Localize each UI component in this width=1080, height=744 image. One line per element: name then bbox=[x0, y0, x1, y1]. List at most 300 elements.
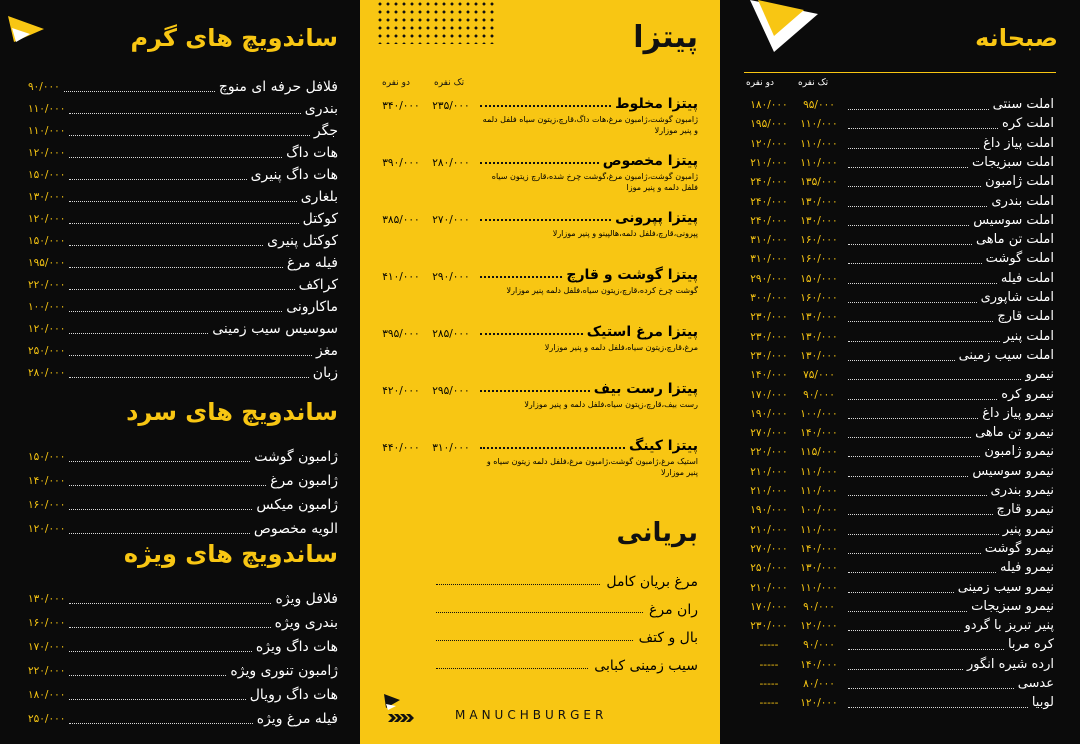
dot-leader bbox=[848, 341, 1000, 342]
breakfast-item bbox=[744, 559, 1054, 577]
breakfast-item bbox=[744, 193, 1054, 211]
breakfast-title: صبحانه bbox=[975, 24, 1058, 52]
item-name: املت گوشت bbox=[985, 251, 1054, 267]
dot-leader bbox=[848, 167, 968, 168]
pizza-line bbox=[376, 96, 698, 112]
item-name: عدسی bbox=[1017, 676, 1054, 691]
menu-item bbox=[28, 166, 338, 184]
dot-leader bbox=[480, 162, 599, 164]
dot-leader bbox=[848, 592, 954, 593]
menu-item bbox=[28, 320, 338, 338]
item-price-double: ۱۴۰/۰۰۰ bbox=[750, 369, 788, 382]
breakfast-item bbox=[744, 694, 1054, 712]
menu-item bbox=[28, 710, 338, 728]
dot-leader bbox=[69, 355, 312, 356]
menu-item bbox=[28, 78, 338, 96]
biryani-item bbox=[436, 658, 698, 674]
dot-leader bbox=[64, 91, 215, 92]
breakfast-item bbox=[744, 521, 1054, 539]
item-price-single: ۱۳۵/۰۰۰ bbox=[800, 176, 838, 189]
item-name: کراکف bbox=[298, 277, 338, 293]
item-name: فلافل حرفه ای منوچ bbox=[218, 79, 338, 95]
dot-leader bbox=[69, 675, 226, 676]
item-price-double: ۲۱۰/۰۰۰ bbox=[750, 465, 788, 478]
pizza-col-single: تک نفره bbox=[434, 78, 465, 88]
dot-leader bbox=[848, 360, 955, 361]
item-price-double: ۲۹۰/۰۰۰ bbox=[750, 272, 788, 285]
item-price-single: ۱۰۰/۰۰۰ bbox=[800, 407, 838, 420]
item-price: ۲۸۰/۰۰۰ bbox=[28, 367, 66, 379]
item-price-single: ۹۰/۰۰۰ bbox=[803, 639, 835, 652]
dot-leader bbox=[848, 302, 977, 303]
pizza-price-single: ۲۸۵/۰۰۰ bbox=[432, 328, 470, 340]
item-price-single: ۷۵/۰۰۰ bbox=[803, 369, 835, 382]
dot-leader bbox=[848, 379, 1021, 380]
pizza-price-double: ۴۴۰/۰۰۰ bbox=[382, 442, 420, 454]
item-name: جگر bbox=[313, 123, 338, 139]
item-price-single: ۱۰۰/۰۰۰ bbox=[800, 504, 838, 517]
item-name: ارده شیره انگور bbox=[967, 656, 1054, 672]
item-price: ۱۱۰/۰۰۰ bbox=[28, 103, 66, 115]
item-name: زبان bbox=[312, 365, 338, 381]
item-price-double: ----- bbox=[759, 639, 779, 652]
dot-leader bbox=[848, 707, 1028, 708]
item-price-single: ۱۳۰/۰۰۰ bbox=[800, 349, 838, 362]
breakfast-item bbox=[744, 463, 1054, 481]
cold-sandwich-title: ساندویچ های سرد bbox=[126, 398, 338, 426]
dot-leader bbox=[69, 377, 308, 378]
item-price-single: ۱۱۰/۰۰۰ bbox=[800, 581, 838, 594]
dot-leader bbox=[69, 699, 245, 700]
breakfast-item bbox=[744, 579, 1054, 597]
biryani-name: مرغ بریان کامل bbox=[606, 574, 698, 590]
item-name: ماکارونی bbox=[286, 299, 338, 315]
dot-leader bbox=[848, 186, 981, 187]
dot-leader bbox=[848, 321, 993, 322]
item-price-double: ۱۷۰/۰۰۰ bbox=[750, 600, 788, 613]
item-price-single: ۱۶۰/۰۰۰ bbox=[800, 253, 838, 266]
item-price: ۱۵۰/۰۰۰ bbox=[28, 235, 66, 247]
item-name: پنیر تبریز با گردو bbox=[964, 618, 1054, 634]
item-price-single: ۱۶۰/۰۰۰ bbox=[800, 234, 838, 247]
dot-leader bbox=[480, 333, 583, 335]
item-price-double: ۲۳۰/۰۰۰ bbox=[750, 311, 788, 324]
item-price-single: ۱۴۰/۰۰۰ bbox=[800, 427, 838, 440]
menu-item bbox=[28, 144, 338, 162]
breakfast-item bbox=[744, 154, 1054, 172]
dot-leader bbox=[436, 584, 600, 585]
dot-leader bbox=[69, 201, 296, 202]
dot-leader bbox=[848, 553, 981, 554]
item-name: مغز bbox=[316, 343, 338, 359]
item-name: املت سنتی bbox=[992, 97, 1054, 112]
item-price-single: ۱۲۰/۰۰۰ bbox=[800, 620, 838, 633]
item-price: ۲۲۰/۰۰۰ bbox=[28, 665, 66, 677]
dot-leader bbox=[69, 461, 250, 462]
item-price: ۱۲۰/۰۰۰ bbox=[28, 147, 66, 159]
biryani-title: بریانی bbox=[616, 518, 698, 548]
pizza-description: استیک مرغ،ژامبون گوشت،ژامبون مرغ،فلفل دلمه زیتون سیاه و پنیر موزارلا bbox=[486, 457, 698, 477]
item-price-double: ۲۴۰/۰۰۰ bbox=[750, 176, 788, 189]
dot-leader bbox=[436, 640, 633, 641]
item-price-double: ۱۹۰/۰۰۰ bbox=[750, 407, 788, 420]
pizza-price-double: ۴۲۰/۰۰۰ bbox=[382, 385, 420, 397]
pizza-line bbox=[376, 210, 698, 226]
breakfast-item bbox=[744, 636, 1054, 654]
item-name: کوکتل پنیری bbox=[267, 233, 338, 249]
item-name: ژامبون تنوری ویژه bbox=[230, 663, 338, 679]
menu-item bbox=[28, 472, 338, 490]
item-price: ۱۲۰/۰۰۰ bbox=[28, 523, 66, 535]
item-name: املت پیاز داغ bbox=[983, 135, 1054, 151]
item-price-single: ۱۱۰/۰۰۰ bbox=[800, 523, 838, 536]
item-name: هات داگ bbox=[286, 145, 338, 161]
breakfast-item bbox=[744, 115, 1054, 133]
item-name: املت سبزیجات bbox=[972, 154, 1054, 170]
item-name: املت شاپوری bbox=[980, 290, 1054, 305]
pizza-description: ژامبون گوشت،ژامبون مرغ،گوشت چرخ شده،قارچ زیتون سیاه فلفل دلمه و پنیر موزا bbox=[491, 172, 698, 192]
item-price-double: ۲۳۰/۰۰۰ bbox=[750, 349, 788, 362]
dot-pattern bbox=[376, 0, 496, 44]
item-price-double: ۲۵۰/۰۰۰ bbox=[750, 562, 788, 575]
dot-leader bbox=[848, 225, 969, 226]
breakfast-item bbox=[744, 366, 1054, 384]
biryani-name: بال و کتف bbox=[638, 630, 698, 646]
item-name: نیمرو گوشت bbox=[984, 540, 1054, 556]
item-price-single: ۱۴۰/۰۰۰ bbox=[800, 658, 838, 671]
dot-leader bbox=[69, 311, 282, 312]
menu-item bbox=[28, 496, 338, 514]
breakfast-item bbox=[744, 386, 1054, 404]
dot-leader bbox=[69, 179, 246, 180]
menu-item bbox=[28, 210, 338, 228]
item-price: ۱۴۰/۰۰۰ bbox=[28, 475, 66, 487]
breakfast-item bbox=[744, 405, 1054, 423]
dot-leader bbox=[480, 447, 625, 449]
pizza-price-single: ۲۹۵/۰۰۰ bbox=[432, 385, 470, 397]
item-price-single: ۱۳۰/۰۰۰ bbox=[800, 330, 838, 343]
item-price-double: ۱۹۰/۰۰۰ bbox=[750, 504, 788, 517]
item-price-double: ۲۳۰/۰۰۰ bbox=[750, 330, 788, 343]
item-price-double: ۲۱۰/۰۰۰ bbox=[750, 581, 788, 594]
dot-leader bbox=[848, 649, 1004, 650]
item-price-single: ۱۲۰/۰۰۰ bbox=[800, 697, 838, 710]
menu-item bbox=[28, 590, 338, 608]
sandwich-panel bbox=[0, 0, 360, 744]
dot-leader bbox=[480, 219, 611, 221]
item-price-single: ۸۰/۰۰۰ bbox=[803, 678, 835, 690]
pizza-line bbox=[376, 438, 698, 454]
dot-leader bbox=[848, 244, 972, 245]
item-price-single: ۱۳۰/۰۰۰ bbox=[800, 214, 838, 227]
dot-leader bbox=[848, 148, 979, 149]
item-price-single: ۹۵/۰۰۰ bbox=[803, 99, 835, 111]
dot-leader bbox=[480, 390, 590, 392]
pizza-price-double: ۳۸۵/۰۰۰ bbox=[382, 214, 420, 226]
item-price-double: ۳۱۰/۰۰۰ bbox=[750, 234, 788, 247]
pizza-name: پیتزا مخلوط bbox=[615, 96, 698, 112]
item-price-double: ----- bbox=[759, 678, 779, 690]
dot-leader bbox=[480, 105, 611, 107]
item-price: ۱۶۰/۰۰۰ bbox=[28, 499, 66, 511]
pizza-name: پیتزا مخصوص bbox=[602, 153, 698, 169]
brand-triangle-icon bbox=[380, 690, 420, 730]
item-name: نیمرو بندری bbox=[990, 483, 1054, 498]
menu-item bbox=[28, 520, 338, 538]
breakfast-item bbox=[744, 328, 1054, 346]
corner-arrow-icon bbox=[744, 0, 824, 56]
breakfast-item bbox=[744, 424, 1054, 442]
item-name: املت فیله bbox=[1000, 270, 1054, 286]
breakfast-col-double: دو نفره bbox=[746, 78, 774, 88]
pizza-title: پیتزا bbox=[633, 20, 698, 55]
pizza-description: رست بیف،قارچ،زیتون سیاه،فلفل دلمه و پنیر موزارلا bbox=[524, 400, 698, 409]
dot-leader bbox=[69, 135, 309, 136]
pizza-col-double: دو نفره bbox=[382, 78, 410, 88]
item-name: نیمرو تن ماهی bbox=[975, 425, 1054, 441]
breakfast-item bbox=[744, 96, 1054, 114]
dot-leader bbox=[69, 223, 298, 224]
pizza-line bbox=[376, 324, 698, 340]
item-name: ژامبون مرغ bbox=[270, 473, 338, 489]
breakfast-item bbox=[744, 289, 1054, 307]
pizza-price-single: ۳۱۰/۰۰۰ bbox=[432, 442, 470, 454]
breakfast-item bbox=[744, 482, 1054, 500]
item-price: ۱۵۰/۰۰۰ bbox=[28, 451, 66, 463]
dot-leader bbox=[848, 128, 998, 129]
pizza-price-single: ۲۳۵/۰۰۰ bbox=[432, 100, 470, 112]
hot-sandwich-title: ساندویچ های گرم bbox=[130, 24, 338, 52]
item-price-single: ۱۵۰/۰۰۰ bbox=[800, 272, 838, 285]
pizza-price-single: ۲۸۰/۰۰۰ bbox=[432, 157, 470, 169]
menu-item bbox=[28, 686, 338, 704]
item-price: ۱۳۰/۰۰۰ bbox=[28, 593, 66, 605]
pizza-price-single: ۲۷۰/۰۰۰ bbox=[432, 214, 470, 226]
biryani-item bbox=[436, 630, 698, 646]
item-price: ۱۲۰/۰۰۰ bbox=[28, 213, 66, 225]
item-name: املت بندری bbox=[991, 193, 1054, 209]
item-name: کره مربا bbox=[1007, 637, 1054, 653]
dot-leader bbox=[69, 245, 263, 246]
pizza-name: پیتزا رست بیف bbox=[593, 381, 698, 397]
item-price-single: ۱۴۰/۰۰۰ bbox=[800, 542, 838, 555]
item-name: املت قارچ bbox=[997, 309, 1054, 325]
item-price: ۱۰۰/۰۰۰ bbox=[28, 301, 66, 313]
item-name: لوبیا bbox=[1031, 695, 1054, 711]
breakfast-item bbox=[744, 308, 1054, 326]
item-price-double: ۲۷۰/۰۰۰ bbox=[750, 427, 788, 440]
pizza-item bbox=[376, 153, 698, 193]
item-name: فیله مرغ bbox=[286, 255, 338, 271]
item-name: نیمرو سبزیجات bbox=[971, 598, 1054, 614]
item-price-single: ۱۳۰/۰۰۰ bbox=[800, 562, 838, 575]
item-price-double: ۲۳۰/۰۰۰ bbox=[750, 620, 788, 633]
item-price-single: ۱۱۰/۰۰۰ bbox=[800, 485, 838, 497]
pizza-price-double: ۳۹۵/۰۰۰ bbox=[382, 328, 420, 340]
item-price: ۱۹۵/۰۰۰ bbox=[28, 257, 66, 269]
dot-leader bbox=[848, 572, 996, 573]
pizza-line bbox=[376, 381, 698, 397]
pizza-name: پیتزا مرغ استیک bbox=[586, 324, 698, 340]
dot-leader bbox=[69, 485, 266, 486]
triangle-logo-icon bbox=[4, 12, 48, 46]
item-name: سوسیس سیب زمینی bbox=[212, 321, 338, 337]
breakfast-item bbox=[744, 540, 1054, 558]
item-price: ۱۱۰/۰۰۰ bbox=[28, 125, 66, 137]
menu-item bbox=[28, 232, 338, 250]
item-name: نیمرو کره bbox=[1001, 386, 1054, 402]
pizza-price-double: ۳۹۰/۰۰۰ bbox=[382, 157, 420, 169]
pizza-price-double: ۳۴۰/۰۰۰ bbox=[382, 100, 420, 112]
item-name: هات داگ ویژه bbox=[255, 639, 338, 655]
dot-leader bbox=[436, 668, 588, 669]
breakfast-item bbox=[744, 347, 1054, 365]
item-name: نیمرو bbox=[1025, 367, 1054, 383]
special-sandwich-title: ساندویچ های ویژه bbox=[123, 540, 338, 568]
item-name: هات داگ رویال bbox=[249, 687, 338, 703]
dot-leader bbox=[69, 333, 208, 334]
breakfast-item bbox=[744, 135, 1054, 153]
breakfast-item bbox=[744, 501, 1054, 519]
pizza-description: پپرونی،قارچ،فلفل دلمه،هالپینو و پنیر موزارلا bbox=[552, 229, 698, 238]
dot-leader bbox=[848, 611, 967, 612]
menu-item bbox=[28, 662, 338, 680]
item-price-double: ۲۱۰/۰۰۰ bbox=[750, 523, 788, 536]
biryani-name: ران مرغ bbox=[649, 602, 698, 618]
dot-leader bbox=[848, 495, 987, 496]
menu-item bbox=[28, 638, 338, 656]
breakfast-item bbox=[744, 617, 1054, 635]
menu-item bbox=[28, 254, 338, 272]
brand-name: MANUCHBURGER bbox=[455, 708, 608, 722]
menu-item bbox=[28, 276, 338, 294]
pizza-line bbox=[376, 267, 698, 283]
pizza-item bbox=[376, 210, 698, 239]
item-price: ۲۵۰/۰۰۰ bbox=[28, 345, 66, 357]
item-name: بلغاری bbox=[300, 189, 338, 205]
pizza-price-double: ۴۱۰/۰۰۰ bbox=[382, 271, 420, 283]
item-price-single: ۱۱۰/۰۰۰ bbox=[800, 465, 838, 478]
item-price-double: ۳۱۰/۰۰۰ bbox=[750, 253, 788, 266]
item-name: فیله مرغ ویژه bbox=[256, 711, 338, 727]
breakfast-panel bbox=[720, 0, 1080, 744]
item-name: نیمرو پیاز داغ bbox=[982, 405, 1054, 421]
item-price-double: ۲۲۰/۰۰۰ bbox=[750, 446, 788, 459]
breakfast-item bbox=[744, 656, 1054, 674]
dot-leader bbox=[848, 630, 960, 631]
dot-leader bbox=[848, 206, 987, 207]
pizza-item bbox=[376, 324, 698, 353]
dot-leader bbox=[480, 276, 562, 278]
breakfast-item bbox=[744, 443, 1054, 461]
item-price: ۱۸۰/۰۰۰ bbox=[28, 689, 66, 701]
dot-leader bbox=[848, 669, 963, 670]
dot-leader bbox=[436, 612, 643, 613]
item-name: ژامبون میکس bbox=[256, 497, 338, 513]
item-name: املت تن ماهی bbox=[975, 232, 1054, 248]
dot-leader bbox=[69, 533, 250, 534]
item-price-double: ۱۲۰/۰۰۰ bbox=[750, 137, 788, 150]
item-price-double: ۲۴۰/۰۰۰ bbox=[750, 195, 788, 208]
dot-leader bbox=[69, 267, 283, 268]
menu-item bbox=[28, 122, 338, 140]
pizza-description: گوشت چرخ کرده،قارچ،زیتون سیاه،فلفل دلمه پنیر موزارلا bbox=[506, 286, 698, 295]
breakfast-item bbox=[744, 173, 1054, 191]
item-name: بندری bbox=[304, 101, 338, 117]
breakfast-item bbox=[744, 231, 1054, 249]
item-name: کوکتل bbox=[302, 211, 338, 227]
pizza-name: پیتزا پپرونی bbox=[615, 210, 698, 226]
dot-leader bbox=[69, 509, 252, 510]
item-price-single: ۱۱۵/۰۰۰ bbox=[800, 446, 838, 459]
dot-leader bbox=[848, 263, 982, 264]
dot-leader bbox=[69, 651, 252, 652]
item-price-single: ۱۳۰/۰۰۰ bbox=[800, 311, 838, 324]
item-price-single: ۱۱۰/۰۰۰ bbox=[800, 137, 838, 150]
item-price: ۱۲۰/۰۰۰ bbox=[28, 323, 66, 335]
menu-item bbox=[28, 448, 338, 466]
dot-leader bbox=[69, 603, 271, 604]
pizza-description: مرغ،قارچ،زیتون سیاه،فلفل دلمه و پنیر موزارلا bbox=[544, 343, 698, 352]
item-price-single: ۱۳۰/۰۰۰ bbox=[800, 195, 838, 208]
breakfast-item bbox=[744, 250, 1054, 268]
pizza-name: پیتزا کینگ bbox=[629, 438, 698, 454]
item-name: بندری ویژه bbox=[274, 615, 338, 631]
item-name: نیمرو ژامبون bbox=[984, 444, 1054, 460]
item-price-double: ----- bbox=[759, 658, 779, 671]
item-price-double: ۱۹۵/۰۰۰ bbox=[750, 118, 788, 131]
menu-item bbox=[28, 364, 338, 382]
dot-leader bbox=[848, 476, 968, 477]
breakfast-item bbox=[744, 270, 1054, 288]
item-name: املت سیب زمینی bbox=[958, 347, 1054, 363]
dot-leader bbox=[848, 418, 978, 419]
pizza-description: ژامبون گوشت،ژامبون مرغ،هات داگ،قارچ،زیتون سیاه فلفل دلمه و پنیر موزارلا bbox=[482, 115, 698, 135]
item-price-double: ۲۱۰/۰۰۰ bbox=[750, 156, 788, 169]
item-price-single: ۱۱۰/۰۰۰ bbox=[800, 156, 838, 169]
dot-leader bbox=[848, 534, 999, 535]
dot-leader bbox=[848, 688, 1014, 689]
breakfast-item bbox=[744, 212, 1054, 230]
item-name: نیمرو سوسیس bbox=[972, 463, 1054, 479]
dot-leader bbox=[69, 157, 282, 158]
item-price-double: ۲۷۰/۰۰۰ bbox=[750, 542, 788, 555]
breakfast-col-single: تک نفره bbox=[798, 78, 829, 88]
item-name: نیمرو سیب زمینی bbox=[957, 579, 1054, 595]
item-name: ژامبون گوشت bbox=[254, 449, 338, 465]
pizza-item bbox=[376, 381, 698, 410]
item-name: املت سوسیس bbox=[973, 212, 1054, 228]
item-name: فلافل ویژه bbox=[275, 591, 338, 607]
breakfast-item bbox=[744, 675, 1054, 693]
item-price-double: ۱۸۰/۰۰۰ bbox=[750, 99, 788, 111]
biryani-item bbox=[436, 602, 698, 618]
item-price-single: ۹۰/۰۰۰ bbox=[803, 388, 835, 401]
item-price-single: ۱۱۰/۰۰۰ bbox=[800, 118, 838, 131]
breakfast-item bbox=[744, 598, 1054, 616]
dot-leader bbox=[69, 723, 252, 724]
menu-item bbox=[28, 100, 338, 118]
item-name: املت ژامبون bbox=[985, 174, 1054, 190]
item-price: ۱۶۰/۰۰۰ bbox=[28, 617, 66, 629]
pizza-price-single: ۲۹۰/۰۰۰ bbox=[432, 271, 470, 283]
dot-leader bbox=[848, 437, 971, 438]
breakfast-divider bbox=[744, 72, 1056, 73]
item-name: الویه مخصوص bbox=[253, 521, 338, 537]
dot-leader bbox=[69, 289, 294, 290]
item-name: نیمرو فیله bbox=[999, 560, 1054, 576]
item-name: نیمرو پنیر bbox=[1002, 521, 1054, 537]
